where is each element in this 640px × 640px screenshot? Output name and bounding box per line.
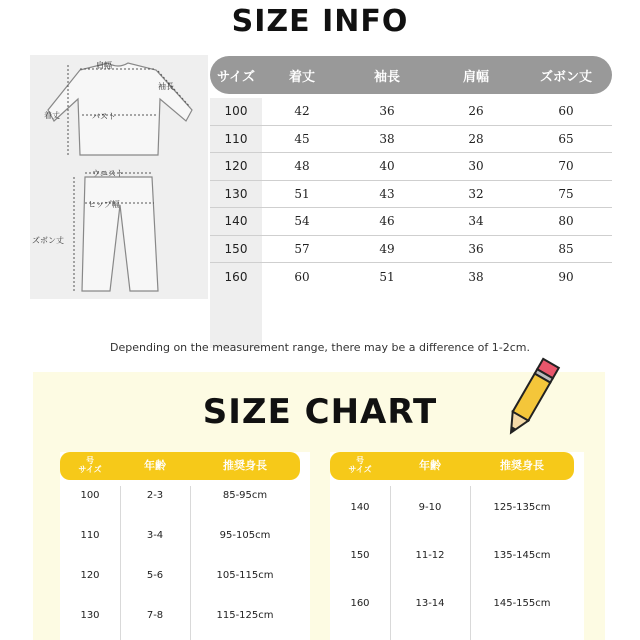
table-row (60, 570, 300, 581)
label-pants-length: ズボン丈 (32, 236, 64, 245)
header-size-top: 号 (86, 456, 94, 466)
table-cell: 48 (294, 159, 310, 174)
table-cell: 75 (558, 186, 574, 201)
table-cell: 7-8 (146, 610, 164, 621)
table-cell: 28 (468, 131, 484, 146)
table-cell: 160 (350, 598, 370, 609)
table-cell: 160 (224, 269, 248, 284)
table-cell: 46 (379, 214, 395, 229)
header-height: 推奨身長 (500, 458, 544, 472)
header-size (60, 457, 120, 475)
size-chart-title: SIZE CHART (202, 392, 438, 432)
table-row (210, 236, 612, 264)
header-length: 着丈 (288, 69, 315, 85)
table-cell: 90 (558, 269, 574, 284)
table-cell: 145-155cm (493, 598, 551, 609)
table-cell: 85 (558, 241, 574, 256)
table-cell: 57 (294, 241, 310, 256)
size-chart-header (330, 452, 574, 480)
size-info-rows (210, 98, 612, 291)
size-info-title: SIZE INFO (231, 4, 409, 39)
table-row (330, 502, 574, 513)
header-pants-length: ズボン丈 (539, 69, 592, 85)
table-row (210, 181, 612, 209)
table-cell: 120 (224, 159, 248, 174)
size-chart-header (60, 452, 300, 480)
table-cell: 51 (379, 269, 395, 284)
table-row (210, 153, 612, 181)
label-waist: ウエスト (92, 169, 124, 178)
table-cell: 100 (224, 104, 248, 119)
table-cell: 150 (350, 550, 370, 561)
table-cell: 60 (294, 269, 310, 284)
table-cell: 54 (294, 214, 310, 229)
table-cell: 120 (80, 570, 100, 581)
table-cell: 65 (558, 131, 574, 146)
table-row (210, 263, 612, 291)
table-row (60, 490, 300, 501)
header-size-sub: サイズ (78, 465, 102, 474)
table-row (60, 610, 300, 621)
table-cell: 80 (558, 214, 574, 229)
table-cell: 34 (468, 214, 484, 229)
size-info-table (210, 56, 612, 284)
table-cell: 26 (468, 104, 484, 119)
table-cell: 38 (468, 269, 484, 284)
table-cell: 110 (80, 530, 100, 541)
header-size-sub: サイズ (348, 465, 372, 474)
label-shoulder: 肩幅 (96, 61, 112, 70)
size-chart-left-table (60, 452, 310, 640)
table-cell: 36 (379, 104, 395, 119)
table-cell: 85-95cm (222, 490, 268, 501)
table-cell: 38 (379, 131, 395, 146)
header-age: 年齢 (419, 458, 441, 472)
table-cell: 2-3 (146, 490, 164, 501)
garment-illustration (30, 55, 208, 299)
table-cell: 5-6 (146, 570, 164, 581)
table-row (210, 208, 612, 236)
table-cell: 135-145cm (493, 550, 551, 561)
label-hip: ヒップ幅 (88, 200, 120, 209)
table-cell: 9-10 (418, 502, 442, 513)
pencil-icon (498, 350, 564, 446)
table-cell: 13-14 (415, 598, 445, 609)
table-cell: 32 (468, 186, 484, 201)
table-cell: 140 (224, 214, 248, 229)
table-cell: 150 (224, 241, 248, 256)
measurement-note: Depending on the measurement range, there may be a difference of 1-2cm. (110, 341, 530, 354)
table-cell: 3-4 (146, 530, 164, 541)
size-chart-right-table (330, 452, 584, 640)
table-cell: 51 (294, 186, 310, 201)
label-length: 着丈 (44, 111, 60, 120)
header-size-top: 号 (356, 456, 364, 466)
table-row (60, 530, 300, 541)
label-sleeve: 袖長 (158, 82, 174, 91)
header-sleeve: 袖長 (373, 69, 400, 85)
table-cell: 105-115cm (216, 570, 274, 581)
table-cell: 110 (224, 131, 248, 146)
header-size: サイズ (217, 69, 255, 85)
label-bust: バスト (92, 112, 116, 121)
header-height: 推奨身長 (223, 458, 267, 472)
table-row (330, 550, 574, 561)
header-size (330, 457, 390, 475)
table-cell: 100 (80, 490, 100, 501)
table-cell: 45 (294, 131, 310, 146)
table-cell: 40 (379, 159, 395, 174)
table-cell: 70 (558, 159, 574, 174)
header-shoulder: 肩幅 (462, 69, 489, 85)
table-cell: 140 (350, 502, 370, 513)
table-cell: 49 (379, 241, 395, 256)
header-age: 年齢 (144, 458, 166, 472)
table-cell: 95-105cm (219, 530, 271, 541)
table-cell: 115-125cm (216, 610, 274, 621)
table-cell: 125-135cm (493, 502, 551, 513)
table-cell: 36 (468, 241, 484, 256)
size-info-header (210, 56, 612, 94)
table-cell: 43 (379, 186, 395, 201)
table-cell: 60 (558, 104, 574, 119)
table-row (210, 98, 612, 126)
table-row (210, 126, 612, 154)
table-cell: 42 (294, 104, 310, 119)
table-cell: 11-12 (415, 550, 445, 561)
table-cell: 130 (224, 186, 248, 201)
table-cell: 30 (468, 159, 484, 174)
table-cell: 130 (80, 610, 100, 621)
table-row (330, 598, 574, 609)
